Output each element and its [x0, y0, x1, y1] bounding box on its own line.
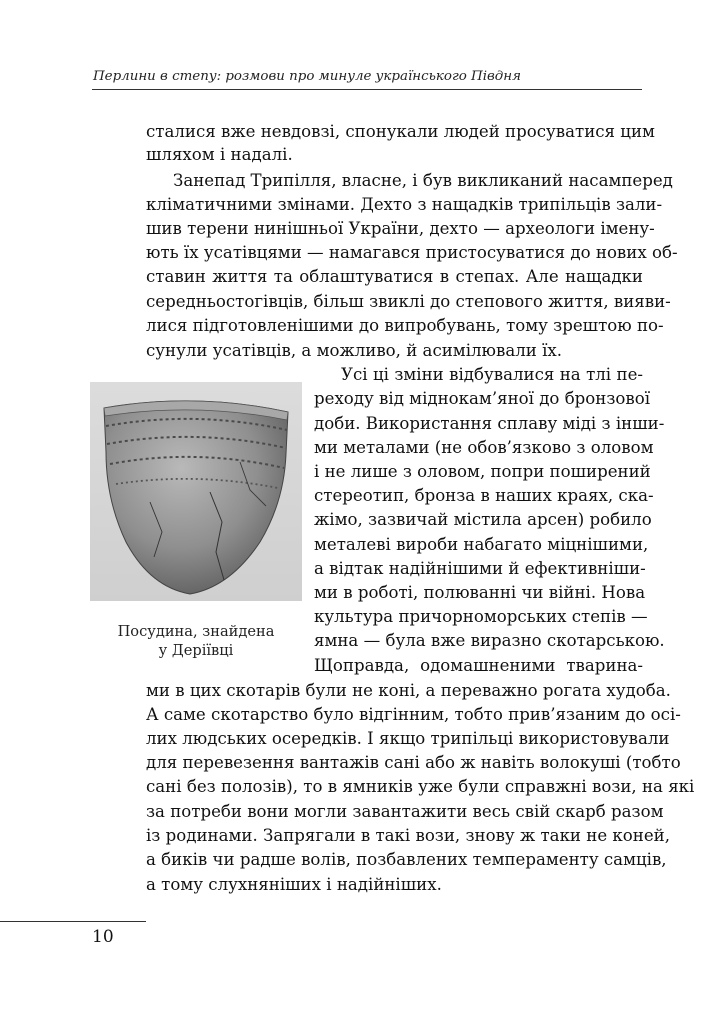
text-line: реходу від міднокам’яної до бронзової	[314, 389, 651, 408]
vessel-photo	[90, 382, 302, 601]
text-line: культура причорноморських степів —	[314, 607, 648, 626]
caption-line: Посудина, знайдена	[117, 623, 275, 640]
text-line: для перевезення вантажів сані або ж навіть волокуші (тобто	[146, 753, 681, 772]
text-line: ми в цих скотарів були не коні, а переважно рогата худоба.	[146, 681, 671, 700]
text-line: із родинами. Запрягали в такі вози, знову ж таки не коней,	[146, 826, 670, 845]
text-line: Усі ці зміни відбувалися на тлі пе-	[341, 365, 643, 384]
caption-line: у Деріївці	[158, 642, 234, 659]
footer-rule	[0, 921, 146, 922]
text-line: Щоправда, одомашненими тварина-	[314, 656, 643, 675]
running-header: Перлини в степу: розмови про минуле українського Півдня	[93, 69, 521, 84]
text-line: шляхом і надалі.	[146, 145, 293, 164]
text-line: ми в роботі, полюванні чи війні. Нова	[314, 583, 646, 602]
text-line: середньостогівців, більш звиклі до степового життя, вияви-	[146, 292, 671, 311]
text-line: а тому слухняніших і надійніших.	[146, 875, 442, 894]
text-line: шив терени нинішньої України, дехто — археологи імену-	[146, 219, 655, 238]
text-line: доби. Використання сплаву міді з інши-	[314, 414, 665, 433]
text-line: сталися вже невдовзі, спонукали людей просуватися цим	[146, 122, 655, 141]
text-line: а відтак надійнішими й ефективніши-	[314, 559, 646, 578]
header-rule	[92, 89, 642, 90]
text-line: А саме скотарство було відгінним, тобто прив’язаним до осі-	[146, 705, 681, 724]
text-line: за потреби вони могли завантажити весь свій скарб разом	[146, 802, 664, 821]
text-line: і не лише з оловом, попри поширений	[314, 462, 651, 481]
text-line: ють їх усатівцями — намагався пристосуватися до нових об-	[146, 243, 678, 262]
text-line: Занепад Трипілля, власне, і був викликаний насамперед	[173, 171, 673, 190]
text-line: ми металами (не обов’язково з оловом	[314, 438, 654, 457]
text-line: жімо, зазвичай містила арсен) робило	[314, 510, 652, 529]
text-line: лися підготовленішими до випробувань, тому зрештою по-	[146, 316, 664, 335]
text-line: стереотип, бронза в наших краях, ска-	[314, 486, 654, 505]
text-line: ямна — була вже виразно скотарською.	[314, 631, 665, 650]
text-line: а биків чи радше волів, позбавлених темпераменту самців,	[146, 850, 667, 869]
page-number: 10	[92, 927, 114, 947]
text-line: сунули усатівців, а можливо, й асимілювали їх.	[146, 341, 563, 360]
figure-caption	[90, 622, 302, 660]
text-line: сані без полозів), то в ямників уже були справжні вози, на які	[146, 777, 695, 796]
text-line: ставин життя та облаштуватися в степах. Але нащадки	[146, 267, 643, 286]
text-line: лих людських осередків. І якщо трипільці використовували	[146, 729, 670, 748]
text-line: металеві вироби набагато міцнішими,	[314, 535, 649, 554]
text-line: кліматичними змінами. Дехто з нащадків трипільців зали-	[146, 195, 663, 214]
